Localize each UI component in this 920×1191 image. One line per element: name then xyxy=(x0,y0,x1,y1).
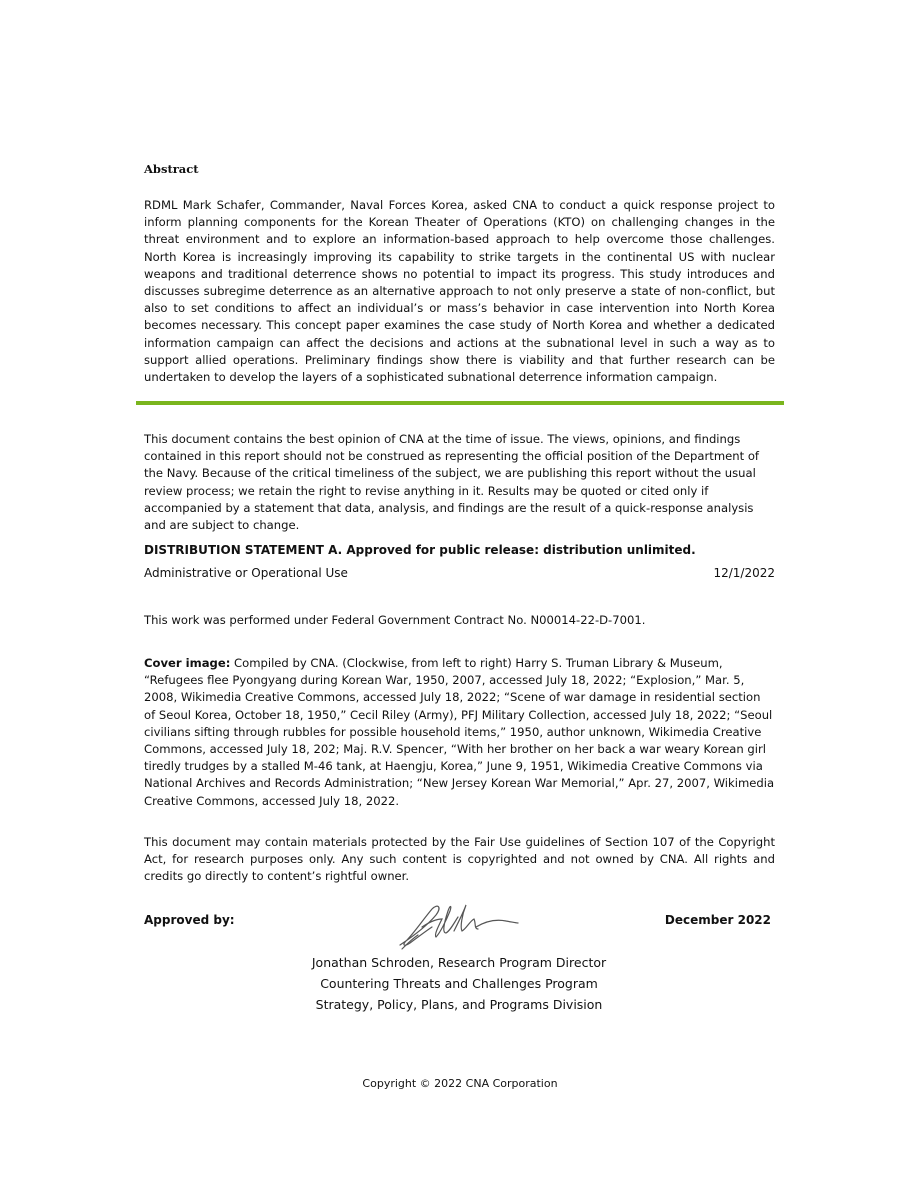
approver-name-title: Jonathan Schroden, Research Program Director xyxy=(311,955,607,970)
contract-text: This work was performed under Federal Government Contract No. N00014-22-D-7001. xyxy=(144,613,646,627)
distribution-use: Administrative or Operational Use xyxy=(144,566,348,580)
green-divider xyxy=(136,401,784,405)
abstract-body: RDML Mark Schafer, Commander, Naval Forces Korea, asked CNA to conduct a quick response project to inform planning components for the Korean Theater of Operations (KTO) on challenging changes in the threat environment and to explore an information-based approach to help overcome those challenges. North Korea is increasingly improving its capability to strike targets in the continental US with nuclear weapons and traditional deterrence shows no potential to impact its progress. This study introduces and discusses subregime deterrence as an alternative approach to not only preserve a state of non-conflict, but also to set conditions to affect an individual’s or mass’s behavior in case intervention into North Korea becomes necessary. This concept paper examines the case study of North Korea and whether a dedicated information campaign can affect the decisions and actions at the subnational level in such a way as to support allied operations. Preliminary findings show there is viability and that further research can be undertaken to develop the layers of a sophisticated subnational deterrence information campaign. xyxy=(144,198,775,385)
approver-block xyxy=(259,952,659,1015)
signature-image xyxy=(392,897,522,953)
approved-date: December 2022 xyxy=(664,913,771,927)
cover-image-credits xyxy=(144,655,775,810)
cover-image-text: Compiled by CNA. (Clockwise, from left to right) Harry S. Truman Library & Museum, “Refugees flee Pyongyang during Korean War, 1950, 2007, accessed July 18, 2022; “Explosion,” Mar. 5, 2008, Wikimedia Creative Commons, accessed July 18, 2022; “Scene of war damage in residential section of Seoul Korea, October 18, 1950,” Cecil Riley (Army), PFJ Military Collection, accessed July 18, 2022; “Seoul civilians sifting through rubbles for possible household items,” 1950, author unknown, Wikimedia Creative Commons, accessed July 18, 202; Maj. R.V. Spencer, “With her brother on her back a war weary Korean girl tiredly trudges by a stalled M-46 tank, at Haengju, Korea,” June 9, 1951, Wikimedia Creative Commons via National Archives and Records Administration; “New Jersey Korean War Memorial,” Apr. 27, 2007, Wikimedia Creative Commons, accessed July 18, 2022. xyxy=(144,656,775,808)
fair-use-text: This document may contain materials protected by the Fair Use guidelines of Section 107 of the Copyright Act, for research purposes only. Any such content is copyrighted and not owned by CNA. All rights and credits go directly to content’s rightful owner. xyxy=(144,835,775,884)
abstract-heading: Abstract xyxy=(144,162,199,176)
cover-image-label: Cover image: xyxy=(144,656,231,670)
distribution-statement: DISTRIBUTION STATEMENT A. Approved for public release: distribution unlimited. xyxy=(144,543,696,557)
copyright-notice: Copyright © 2022 CNA Corporation xyxy=(362,1077,558,1090)
approver-program: Countering Threats and Challenges Program xyxy=(320,976,598,991)
approved-by-label: Approved by: xyxy=(144,913,235,927)
distribution-use-row xyxy=(144,566,775,580)
disclaimer-text: This document contains the best opinion of CNA at the time of issue. The views, opinions, and findings contained in this report should not be construed as representing the official position of the Department of the Navy. Because of the critical timeliness of the subject, we are publishing this report without the usual review process; we retain the right to revise anything in it. Results may be quoted or cited only if accompanied by a statement that data, analysis, and findings are the result of a quick-response analysis and are subject to change. xyxy=(144,432,760,533)
approver-division: Strategy, Policy, Plans, and Programs Division xyxy=(315,997,603,1012)
distribution-date: 12/1/2022 xyxy=(713,566,775,580)
